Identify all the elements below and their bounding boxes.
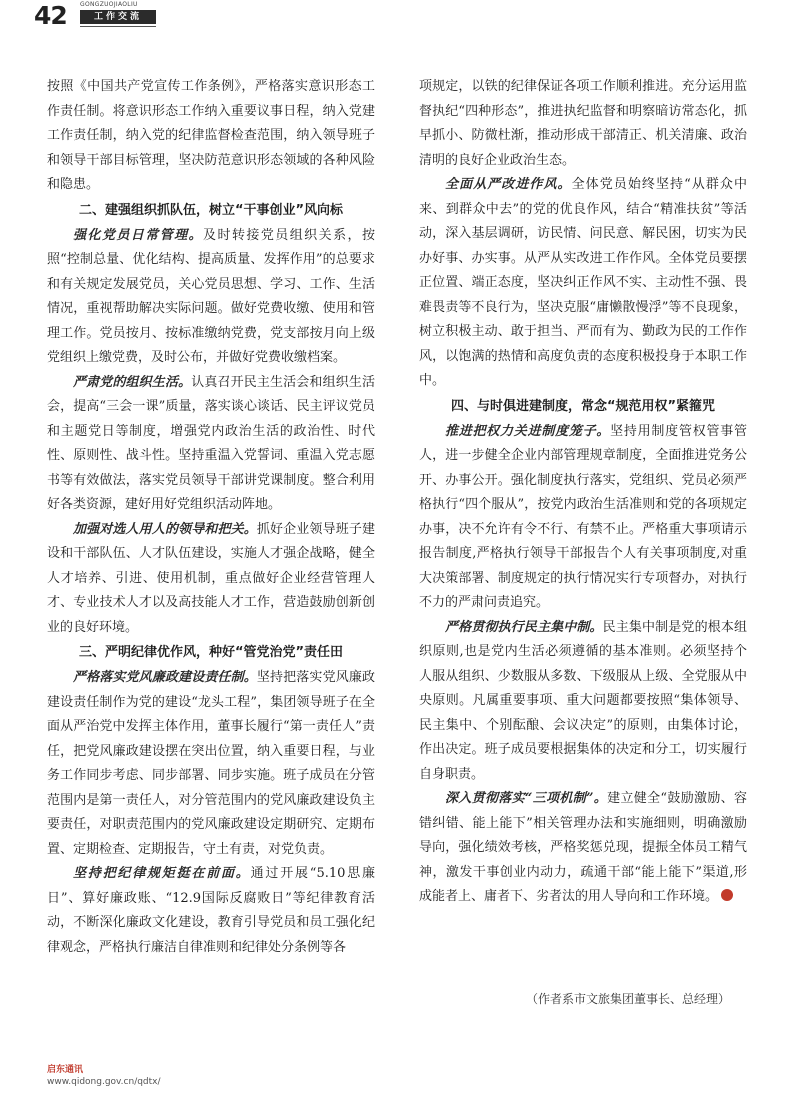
- paragraph-lead: 严肃党的组织生活。: [73, 374, 192, 390]
- paragraph: [419, 173, 747, 394]
- paragraph: 按照《中国共产党宣传工作条例》，严格落实意识形态工作责任制。将意识形态工作纳入重要议事日程，纳入党建工作责任制，纳入党的纪律监督检查范围，纳入领导班子和领导干部目标管理，坚决防范意识形态领域的各种风险和隐患。: [47, 79, 375, 192]
- paragraph-lead: 加强对选人用人的领导和把关。: [73, 521, 257, 537]
- paragraph-body: 全体党员始终坚持“从群众中来、到群众中去”的党的优良作风，结合“精准扶贫”等活动，深入基层调研，访民情、问民意、解民困，切实为民办好事、办实事。从严从实改进工作作风。全体党员要摆正位置、端正态度，坚决纠正作风不实、主动性不强、畏难畏责等不良行为，坚决克服“庸懒散慢浮”等不良现象，树立积极主动、敢于担当、严而有为、勤政为民的工作作风，以饱满的热情和高度负责的态度积极投身于本职工作中。: [419, 177, 747, 388]
- paragraph: [47, 518, 375, 641]
- end-mark-icon: [721, 889, 733, 901]
- paragraph-body: 认真召开民主生活会和组织生活会，提高“三会一课”质量，落实谈心谈话、民主评议党员和主题党日等制度，增强党内政治生活的政治性、时代性、原则性、战斗性。坚持重温入党誓词、重温入党志愿书等有效做法，落实党员领导干部讲党课制度。整合利用好各类资源，建好用好党组织活动阵地。: [47, 374, 375, 512]
- paragraph-lead: 深入贯彻落实“三项机制”。: [445, 791, 608, 806]
- paragraph: [419, 787, 747, 910]
- paragraph-lead: 严格落实党风廉政建设责任制。: [73, 670, 257, 685]
- paragraph-body: 民主集中制是党的根本组织原则,也是党内生活必须遵循的基本准则。必须坚持个人服从组织、少数服从多数、下级服从上级、全党服从中央原则。凡属重要事项、重大问题都要按照“集体领导、民主集中、个别酝酿、会议决定”的原则，由集体讨论，作出决定。班子成员要根据集体的决定和分工，切实履行自身职责。: [419, 619, 747, 782]
- section-heading-3: 三、严明纪律优作风，种好“管党治党”责任田: [78, 645, 344, 660]
- page-number: 42: [34, 1, 67, 30]
- paragraph-lead: 严格贯彻执行民主集中制。: [445, 619, 603, 635]
- paragraph-lead: 坚持把纪律规矩挺在前面。: [73, 866, 251, 881]
- right-column: [419, 75, 747, 910]
- paragraph-body: 及时转接党员组织关系，按照“控制总量、优化结构、提高质量、发挥作用”的总要求和有关规定发展党员，关心党员思想、学习、工作、生活情况，重视帮助解决实际问题。做好党费收缴、使用和管理工作。党员按月、按标准缴纳党费，党支部按月向上级党组织上缴党费，及时公布，并做好党费收缴档案。: [47, 227, 375, 365]
- paragraph-body: 建立健全“鼓励激励、容错纠错、能上能下”相关管理办法和实施细则，明确激励导向，强化绩效考核，严格奖惩兑现，提振全体员工精气神，激发干事创业内动力，疏通干部“能上能下”渠道,形成能者上、庸者下、劣者汰的用人导向和工作环境。: [419, 791, 747, 904]
- paragraph-lead: 强化党员日常管理。: [73, 227, 204, 243]
- paragraph-body: 坚持把落实党风廉政建设责任制作为党的建设“龙头工程”，集团领导班子在全面从严治党中发挥主体作用，董事长履行“第一责任人”责任，把党风廉政建设摆在突出位置，纳入重要日程，与业务工作同步考虑、同步部署、同步实施。班子成员在分管范围内是第一责任人，对分管范围内的党风廉政建设负主要责任，对职责范围内的党风廉政建设定期研究、定期布置、定期检查、定期报告，守土有责，对党负责。: [47, 670, 375, 857]
- paragraph: 项规定，以铁的纪律保证各项工作顺利推进。充分运用监督执纪“四种形态”，推进执纪监督和明察暗访常态化，抓早抓小、防微杜渐，推动形成干部清正、机关清廉、政治清明的良好企业政治生态。: [419, 79, 747, 168]
- column-pinyin: GONGZUOJIAOLIU: [80, 1, 138, 8]
- paragraph: [419, 420, 747, 616]
- paragraph: [419, 616, 747, 788]
- column-name: 工作交流: [80, 10, 156, 24]
- paragraph: [47, 224, 375, 371]
- section-heading-4: 四、与时俱进建制度，常念“规范用权”紧箍咒: [450, 398, 716, 414]
- page-header: [0, 0, 798, 30]
- author-note: （作者系市文旅集团董事长、总经理）: [526, 992, 731, 1006]
- paragraph: [47, 862, 375, 960]
- paragraph-lead: 全面从严改进作风。: [445, 177, 572, 192]
- paragraph-body: 通过开展“5.10思廉日”、算好廉政账、“12.9国际反腐败日”等纪律教育活动，不断深化廉政文化建设，教育引导党员和员工强化纪律观念，严格执行廉洁自律准则和纪律处分条例等各: [47, 866, 375, 955]
- left-column: [47, 75, 375, 960]
- paragraph: [47, 371, 375, 518]
- section-heading-2: 二、建强组织抓队伍，树立“干事创业”风向标: [78, 202, 344, 218]
- footer-url[interactable]: www.qidong.gov.cn/qdtx/: [47, 1077, 161, 1087]
- paragraph: [47, 666, 375, 862]
- header-rule: [80, 26, 156, 27]
- footer-logo: 启东通讯: [47, 1065, 84, 1075]
- paragraph-lead: 推进把权力关进制度笼子。: [445, 423, 611, 439]
- paragraph-body: 抓好企业领导班子建设和干部队伍、人才队伍建设，实施人才强企战略，健全人才培养、引进、使用机制，重点做好企业经营管理人才、专业技术人才以及高技能人才工作，营造鼓励创新创业的良好环境。: [47, 521, 375, 635]
- page-footer: [47, 1064, 161, 1088]
- paragraph-body: 坚持用制度管权管事管人，进一步健全企业内部管理规章制度，全面推进党务公开、办事公开。强化制度执行落实，党组织、党员必须严格执行“四个服从”，按党内政治生活准则和党的各项规定办事，决不允许有令不行、有禁不止。严格重大事项请示报告制度,严格执行领导干部报告个人有关事项制度,对重大决策部署、制度规定的执行情况实行专项督办，对执行不力的严肃问责追究。: [419, 423, 747, 610]
